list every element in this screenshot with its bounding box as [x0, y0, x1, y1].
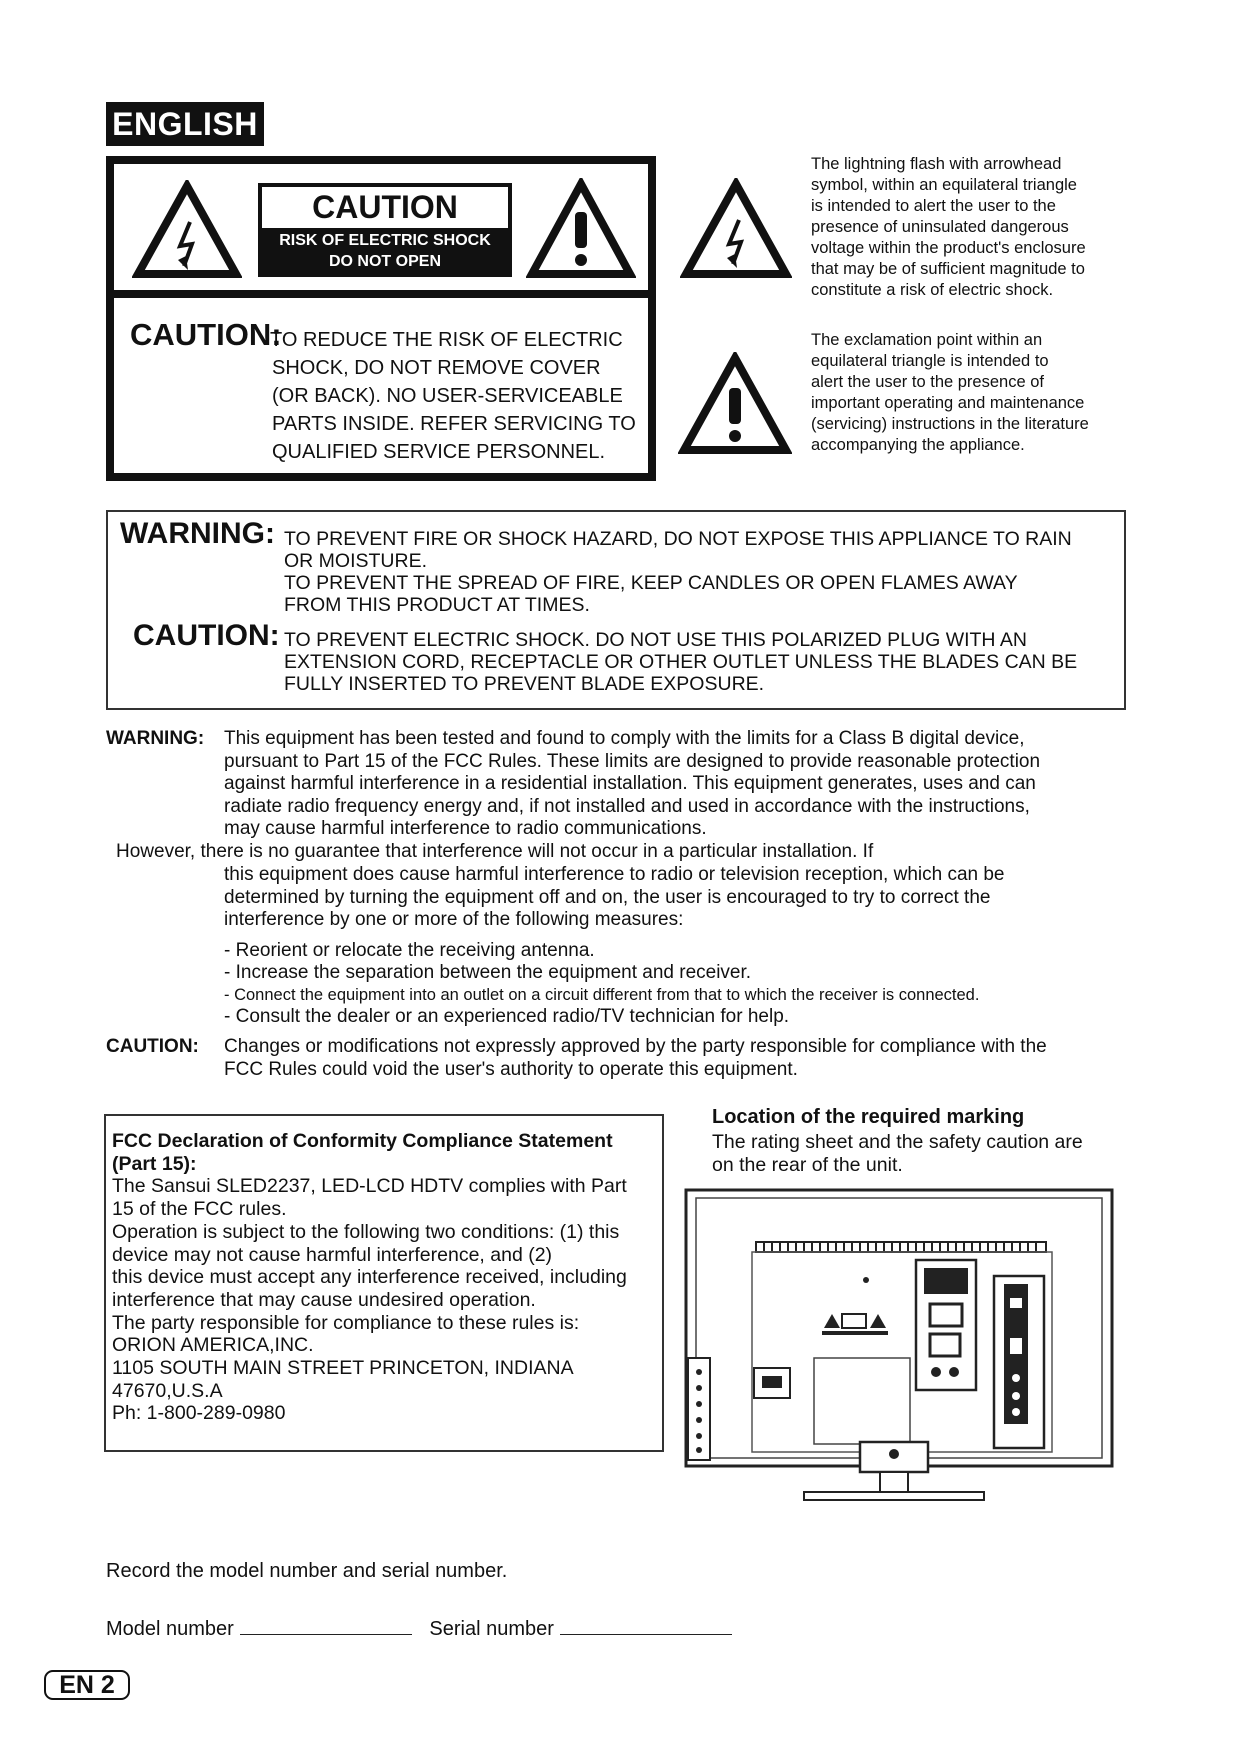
fcc-line: FCC Rules could void the user's authority to operate this equipment.	[224, 1058, 798, 1080]
caution-line: QUALIFIED SERVICE PERSONNEL.	[272, 441, 606, 463]
exclamation-triangle-icon	[678, 352, 792, 456]
declaration-line: 47670,U.S.A	[112, 1379, 223, 1402]
warning-line: TO PREVENT THE SPREAD OF FIRE, KEEP CANDLES OR OPEN FLAMES AWAY	[284, 572, 1018, 594]
fcc-line: This equipment has been tested and found to comply with the limits for a Class B digital device,	[224, 728, 1025, 749]
location-title: Location of the required marking	[712, 1106, 1025, 1128]
note-line: voltage within the product's enclosure	[811, 239, 1086, 257]
warning-line: FROM THIS PRODUCT AT TIMES.	[284, 594, 590, 616]
declaration-title: FCC Declaration of Conformity Compliance Statement	[112, 1130, 613, 1152]
fcc-however-text	[224, 864, 1124, 932]
lightning-triangle-icon	[132, 180, 242, 280]
warning-text	[284, 528, 1124, 616]
fcc-caution-text	[224, 1036, 1124, 1081]
page-number: EN 2	[44, 1670, 130, 1700]
list-item: - Connect the equipment into an outlet on a circuit different from that to which the receiver is connected.	[224, 986, 980, 1004]
caution-heading: CAUTION:	[130, 317, 282, 352]
note-line: (servicing) instructions in the literature	[811, 415, 1089, 433]
lightning-note	[811, 154, 1141, 301]
note-line: accompanying the appliance.	[811, 436, 1025, 454]
fcc-line: this equipment does cause harmful interference to radio or television reception, which can be	[224, 864, 1005, 885]
fcc-line: may cause harmful interference to radio communications.	[224, 818, 707, 839]
fcc-line: pursuant to Part 15 of the FCC Rules. These limits are designed to provide reasonable protection	[224, 750, 1041, 772]
fcc-declaration-text	[112, 1130, 662, 1425]
record-instruction: Record the model number and serial number.	[106, 1560, 508, 1582]
location-text	[712, 1131, 1112, 1176]
lightning-triangle-icon	[680, 178, 792, 280]
tv-rear-illustration	[684, 1188, 1114, 1510]
list-item: - Increase the separation between the equipment and receiver.	[224, 962, 752, 983]
location-line: on the rear of the unit.	[712, 1153, 903, 1176]
list-item: - Reorient or relocate the receiving antenna.	[224, 940, 595, 961]
caution-text	[284, 629, 1124, 695]
fcc-line: radiate radio frequency energy and, if not installed and used in accordance with the instructions,	[224, 795, 1030, 817]
declaration-line: ORION AMERICA,INC.	[112, 1334, 314, 1357]
caution-line: TO REDUCE THE RISK OF ELECTRIC	[270, 329, 623, 351]
fcc-caution-label: CAUTION:	[106, 1036, 199, 1057]
declaration-line: 1105 SOUTH MAIN STREET PRINCETON, INDIANA	[112, 1357, 574, 1380]
location-line: The rating sheet and the safety caution are	[712, 1131, 1083, 1153]
caution-heading: CAUTION:	[133, 619, 280, 652]
note-line: that may be of sufficient magnitude to	[811, 260, 1085, 278]
caution-label-band	[262, 228, 508, 273]
note-line: presence of uninsulated dangerous	[811, 218, 1069, 236]
caution-line: PARTS INSIDE. REFER SERVICING TO	[272, 413, 636, 435]
fcc-however-line: However, there is no guarantee that interference will not occur in a particular installation. If	[116, 841, 874, 862]
language-tab: ENGLISH	[106, 102, 264, 146]
declaration-title: (Part 15):	[112, 1152, 197, 1175]
fcc-warning-text	[224, 728, 1124, 841]
note-line: equilateral triangle is intended to	[811, 352, 1049, 370]
declaration-line: The party responsible for compliance to these rules is:	[112, 1311, 580, 1334]
fcc-measures-list	[224, 940, 1124, 1028]
declaration-line: 15 of the FCC rules.	[112, 1198, 287, 1221]
caution-line: EXTENSION CORD, RECEPTACLE OR OTHER OUTLET UNLESS THE BLADES CAN BE	[284, 651, 1078, 673]
caution-label-title: CAUTION	[312, 189, 458, 225]
caution-label-line2: DO NOT OPEN	[328, 253, 441, 270]
note-line: constitute a risk of electric shock.	[811, 281, 1054, 299]
list-item: - Consult the dealer or an experienced radio/TV technician for help.	[224, 1006, 790, 1027]
declaration-line: interference that may cause undesired operation.	[112, 1288, 536, 1311]
fcc-warning-label: WARNING:	[106, 728, 205, 749]
model-number-label: Model number	[106, 1618, 234, 1640]
declaration-line: Operation is subject to the following two conditions: (1) this	[112, 1220, 620, 1243]
caution-line: FULLY INSERTED TO PREVENT BLADE EXPOSURE.	[284, 673, 765, 695]
declaration-line: Ph: 1-800-289-0980	[112, 1402, 286, 1425]
fcc-line: interference by one or more of the following measures:	[224, 909, 684, 930]
note-line: The exclamation point within an	[811, 331, 1043, 349]
note-line: The lightning flash with arrowhead	[811, 155, 1062, 173]
serial-number-field[interactable]	[560, 1616, 732, 1635]
caution-line: TO PREVENT ELECTRIC SHOCK. DO NOT USE THIS POLARIZED PLUG WITH AN	[284, 629, 1027, 651]
fcc-line: against harmful interference in a residential installation. This equipment generates, uses and can	[224, 773, 1036, 794]
caution-text	[272, 326, 652, 466]
caution-line: SHOCK, DO NOT REMOVE COVER	[272, 357, 601, 379]
warning-line: OR MOISTURE.	[284, 550, 428, 572]
note-line: is intended to alert the user to the	[811, 197, 1056, 215]
exclamation-note	[811, 330, 1141, 456]
note-line: important operating and maintenance	[811, 394, 1085, 412]
warning-line: TO PREVENT FIRE OR SHOCK HAZARD, DO NOT EXPOSE THIS APPLIANCE TO RAIN	[284, 528, 1072, 550]
declaration-line: device may not cause harmful interference, and (2)	[112, 1243, 553, 1266]
fcc-line: determined by turning the equipment off and on, the user is encouraged to try to correct the	[224, 886, 991, 908]
serial-number-label: Serial number	[429, 1618, 554, 1640]
model-number-field[interactable]	[240, 1616, 412, 1635]
record-fields	[106, 1616, 744, 1641]
caution-line: (OR BACK). NO USER-SERVICEABLE	[272, 385, 623, 407]
fcc-line: Changes or modifications not expressly approved by the party responsible for compliance with the	[224, 1036, 1047, 1057]
caution-label-line1: RISK OF ELECTRIC SHOCK	[279, 232, 491, 249]
warning-heading: WARNING:	[120, 517, 275, 550]
note-line: symbol, within an equilateral triangle	[811, 176, 1077, 194]
declaration-line: The Sansui SLED2237, LED-LCD HDTV complies with Part	[112, 1175, 627, 1198]
declaration-line: this device must accept any interference received, including	[112, 1266, 627, 1289]
note-line: alert the user to the presence of	[811, 373, 1044, 391]
exclamation-triangle-icon	[526, 178, 636, 280]
